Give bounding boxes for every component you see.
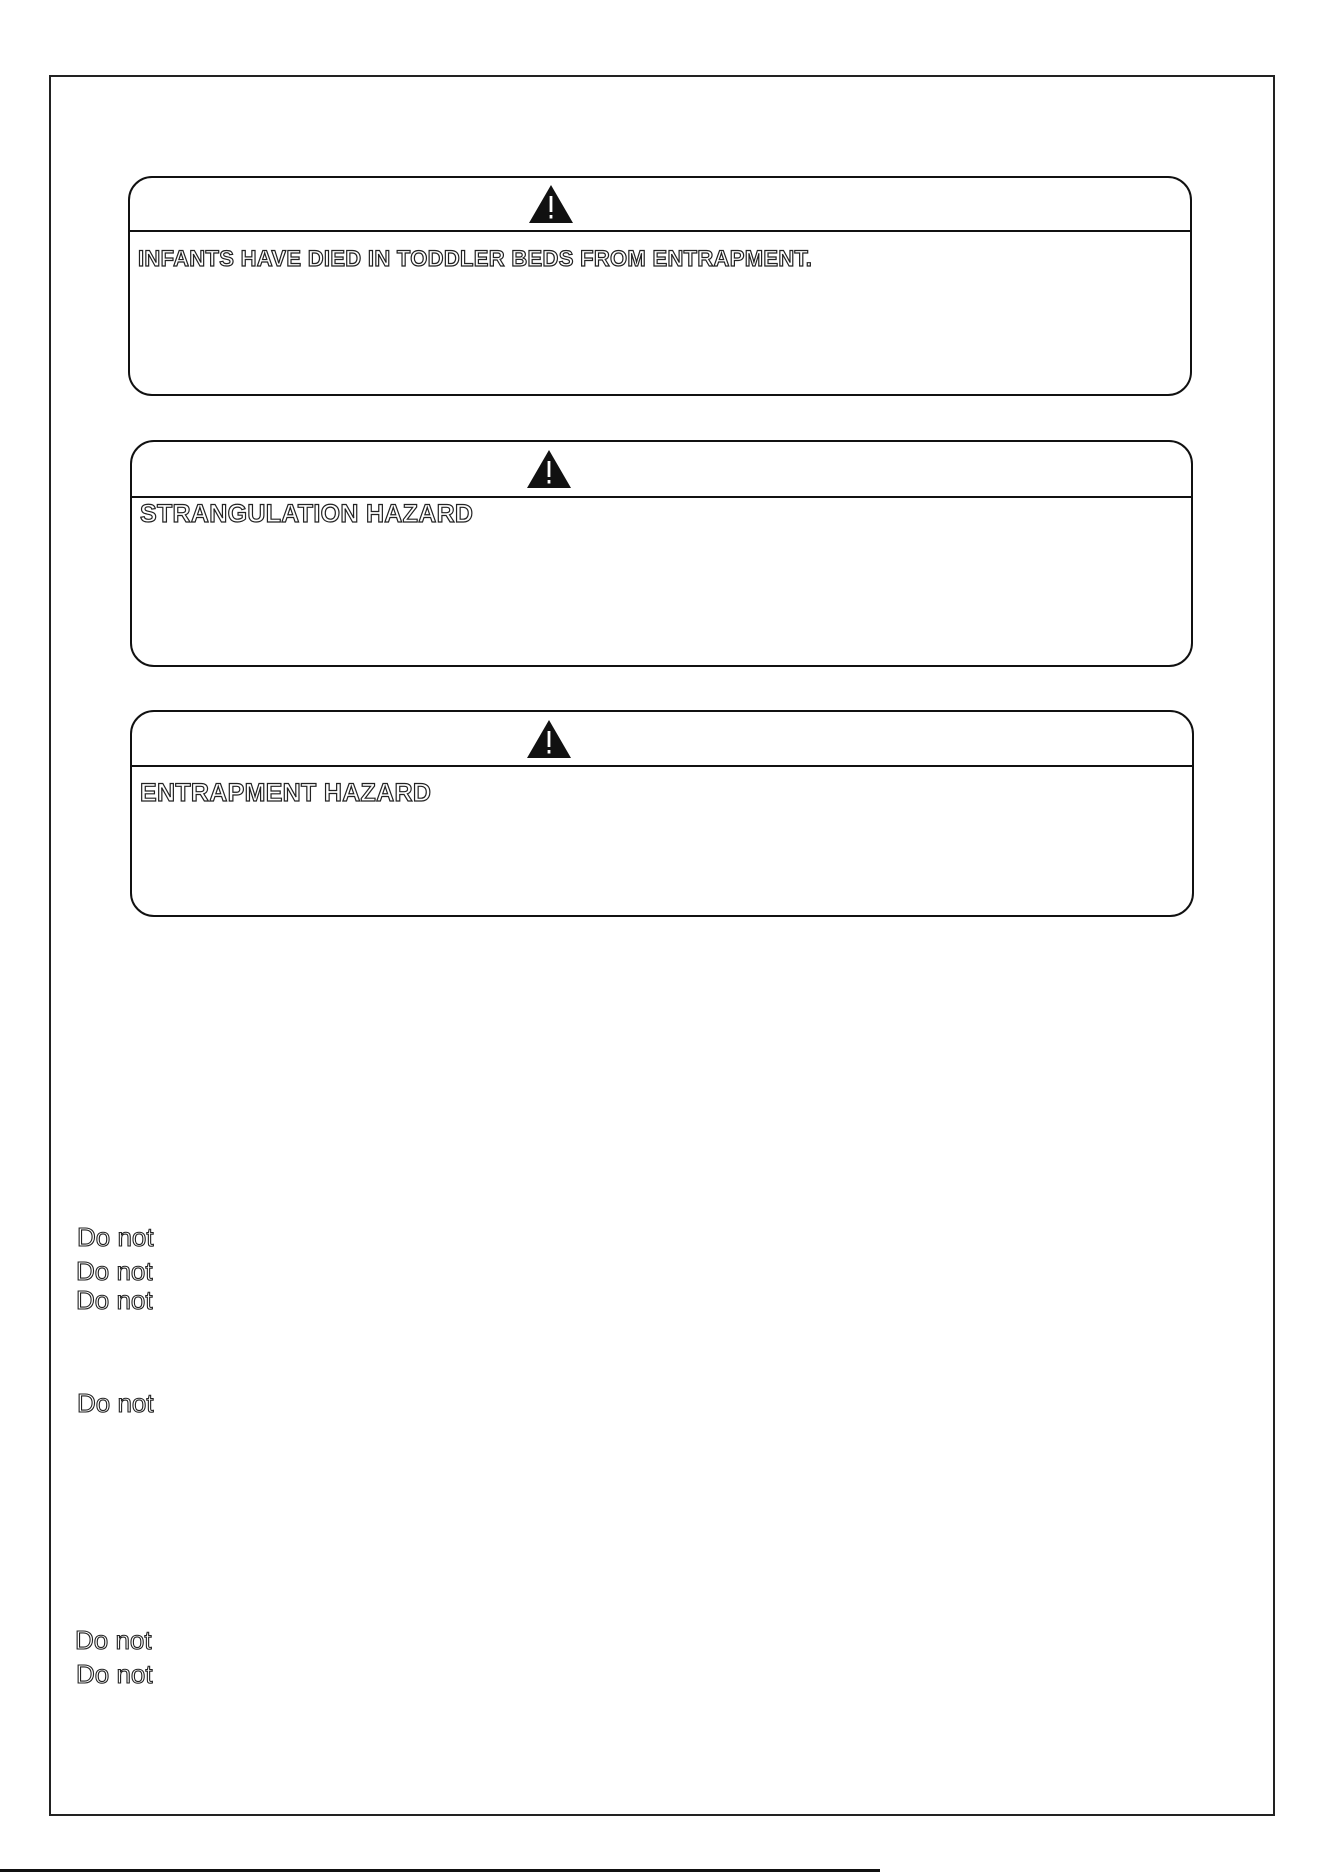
warning-title: INFANTS HAVE DIED IN TODDLER BEDS FROM ENTRAPMENT. [138, 246, 813, 271]
instruction-line: Do not [76, 1285, 153, 1315]
warning-header [132, 442, 1191, 498]
warning-box-entrapment [130, 710, 1194, 917]
instruction-line: Do not [76, 1659, 153, 1689]
warning-box-strangulation [130, 440, 1193, 667]
warning-title: STRANGULATION HAZARD [140, 500, 474, 528]
instruction-line: Do not [76, 1256, 153, 1286]
warning-title: ENTRAPMENT HAZARD [140, 779, 432, 807]
instruction-line: Do not [77, 1222, 154, 1252]
instruction-line: Do not [77, 1388, 154, 1418]
warning-box-entrapment-death [128, 176, 1192, 396]
warning-triangle-icon [525, 448, 573, 490]
instruction-line: Do not [75, 1625, 152, 1655]
warning-triangle-icon [525, 718, 573, 760]
warning-header [130, 178, 1190, 232]
warning-triangle-icon [527, 183, 575, 225]
warning-header [132, 712, 1192, 767]
